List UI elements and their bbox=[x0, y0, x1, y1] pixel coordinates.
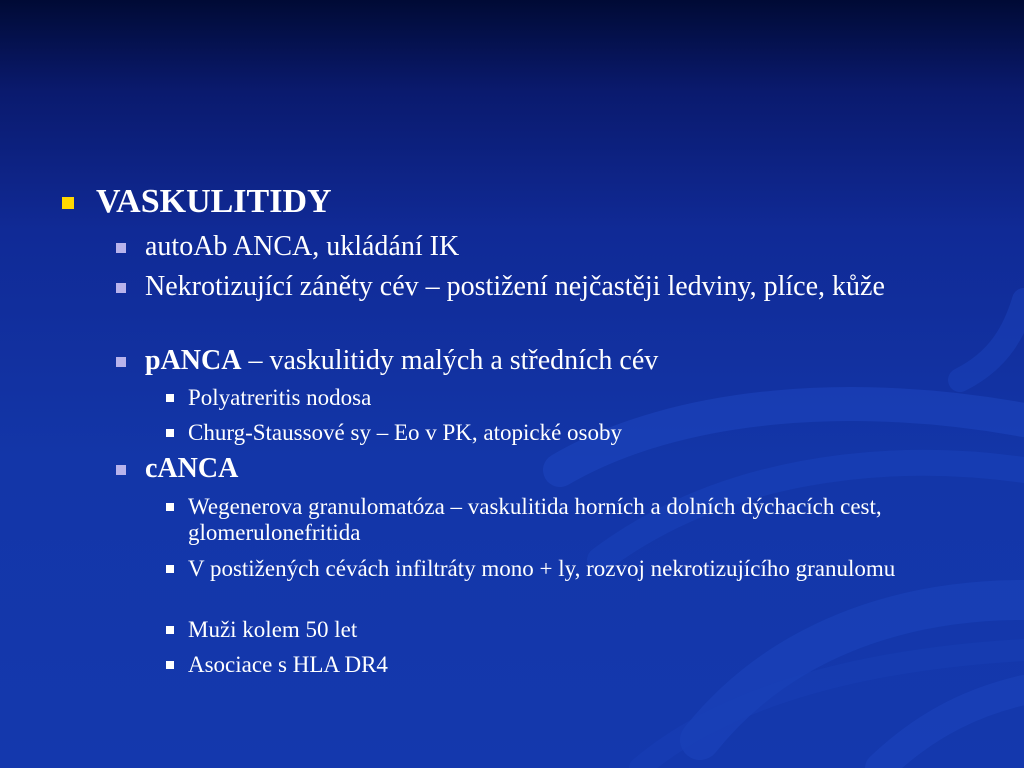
square-bullet-icon bbox=[116, 283, 126, 293]
heading-text: VASKULITIDY bbox=[96, 183, 332, 220]
square-bullet-icon bbox=[116, 465, 126, 475]
subitem-text: Wegenerova granulomatóza – vaskulitida horních a dolních dýchacích cest, glomerulonefritida bbox=[188, 494, 882, 545]
square-bullet-icon bbox=[166, 626, 174, 634]
bullet-level3-item bbox=[166, 556, 976, 582]
item-bold-label: pANCA bbox=[145, 345, 242, 376]
item-bold-label: cANCA bbox=[145, 453, 239, 484]
item-text: Nekrotizující záněty cév – postižení nejčastěji ledviny, plíce, kůže bbox=[145, 271, 885, 302]
bullet-level3-item bbox=[166, 494, 976, 546]
item-text: autoAb ANCA, ukládání IK bbox=[145, 231, 460, 262]
bullet-level2-item-canca bbox=[116, 453, 238, 485]
bullet-level2-item bbox=[116, 271, 946, 303]
bullet-level2-item bbox=[116, 231, 459, 263]
square-bullet-icon bbox=[166, 394, 174, 402]
square-bullet-icon bbox=[166, 429, 174, 437]
bullet-level3-item bbox=[166, 652, 388, 678]
bullet-level3-item bbox=[166, 385, 371, 411]
square-bullet-icon bbox=[62, 197, 74, 209]
square-bullet-icon bbox=[116, 243, 126, 253]
bullet-level3-item bbox=[166, 420, 622, 446]
item-text bbox=[145, 345, 658, 377]
bullet-level2-item-panca bbox=[116, 345, 658, 377]
square-bullet-icon bbox=[166, 565, 174, 573]
square-bullet-icon bbox=[166, 503, 174, 511]
item-rest-text: – vaskulitidy malých a středních cév bbox=[241, 345, 659, 376]
square-bullet-icon bbox=[116, 357, 126, 367]
subitem-text: Asociace s HLA DR4 bbox=[188, 652, 388, 677]
bullet-level1-vaskulitidy bbox=[62, 182, 332, 222]
subitem-text: V postižených cévách infiltráty mono + ly, rozvoj nekrotizujícího granulomu bbox=[188, 556, 896, 581]
square-bullet-icon bbox=[166, 661, 174, 669]
subitem-text: Polyatreritis nodosa bbox=[188, 385, 372, 410]
subitem-text: Muži kolem 50 let bbox=[188, 617, 358, 642]
subitem-text: Churg-Staussové sy – Eo v PK, atopické osoby bbox=[188, 420, 623, 445]
bullet-level3-item bbox=[166, 617, 357, 643]
